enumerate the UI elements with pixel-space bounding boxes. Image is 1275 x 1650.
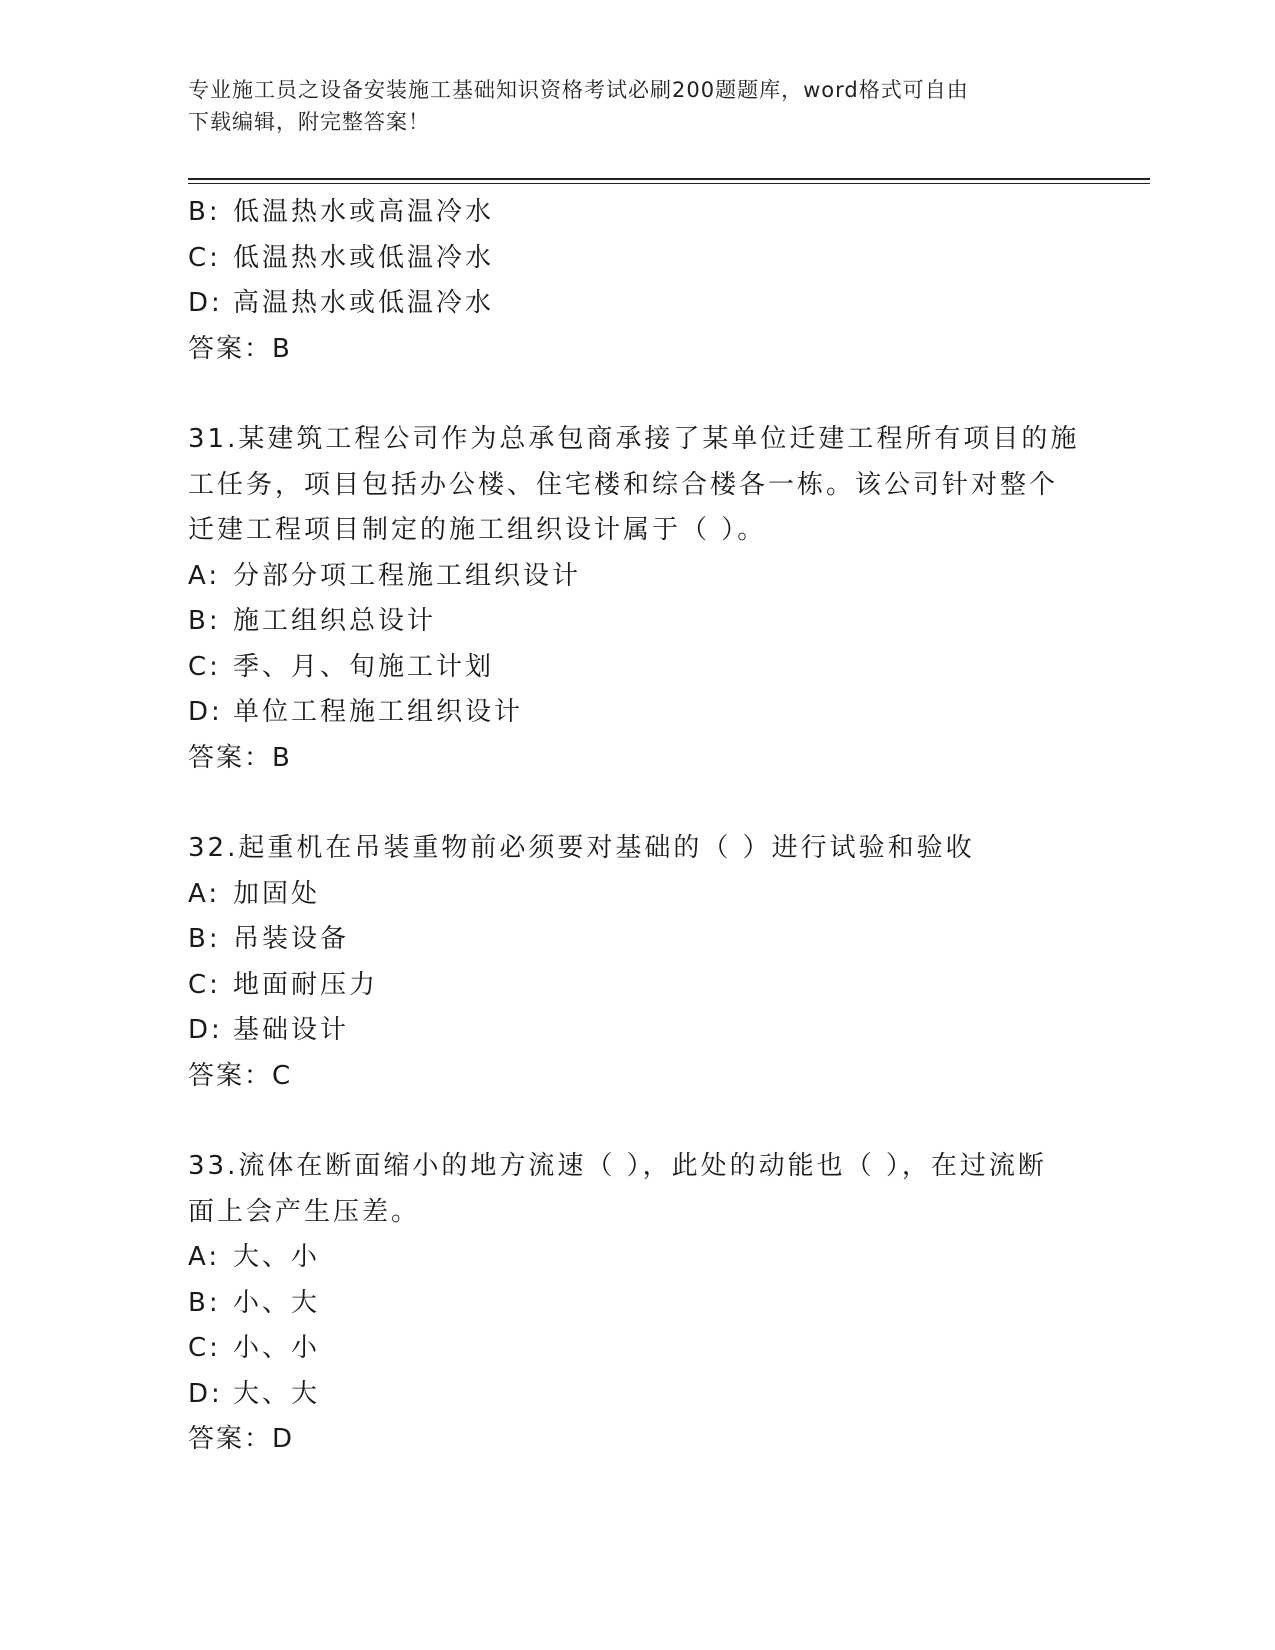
- question-32: [188, 826, 1088, 1099]
- option-text: 大、小: [233, 1242, 321, 1272]
- option-text: 吊装设备: [233, 924, 350, 954]
- option-letter: A:: [188, 1242, 221, 1272]
- option-text: 小、大: [233, 1287, 321, 1318]
- option-c: [188, 963, 1088, 1009]
- option-b: [188, 190, 1088, 236]
- option-text: 高温热水或低温冷水: [233, 288, 495, 318]
- option-letter: B:: [188, 924, 221, 954]
- question-text-line: 31.某建筑工程公司作为总承包商承接了某单位迁建工程所有项目的施: [188, 424, 1080, 454]
- option-text: 施工组织总设计: [233, 606, 437, 636]
- option-letter: B:: [188, 197, 221, 227]
- option-c: [188, 645, 1088, 691]
- question-33: [188, 1144, 1088, 1463]
- header-divider-thin: [188, 183, 1150, 184]
- option-b: [188, 599, 1088, 645]
- question-31: [188, 417, 1088, 781]
- option-letter: A:: [188, 878, 221, 909]
- option-letter: D:: [188, 1015, 223, 1045]
- option-letter: D:: [188, 1378, 223, 1409]
- option-letter: B:: [188, 1287, 221, 1318]
- option-c: [188, 1326, 1088, 1372]
- header-divider-thick: [188, 178, 1150, 180]
- option-letter: D:: [188, 288, 223, 318]
- question-text-line: 33.流体在断面缩小的地方流速（ ），此处的动能也（ ），在过流断: [188, 1151, 1047, 1181]
- spacer: [188, 1099, 1088, 1144]
- option-a: [188, 554, 1088, 600]
- option-d: [188, 1008, 1088, 1054]
- option-text: 季、月、旬施工计划: [233, 651, 495, 682]
- option-letter: D:: [188, 697, 223, 727]
- question-text-line: 迁建工程项目制定的施工组织设计属于（ ）。: [188, 515, 767, 545]
- question-30-continued: [188, 190, 1088, 372]
- option-a: [188, 872, 1088, 918]
- spacer: [188, 372, 1088, 417]
- question-text-line: 面上会产生压差。: [188, 1196, 421, 1227]
- spacer: [188, 781, 1088, 826]
- answer-line: 答案：C: [188, 1060, 293, 1091]
- header-line-1: 专业施工员之设备安装施工基础知识资格考试必刷200题题库，word格式可自由: [188, 78, 969, 102]
- option-letter: A:: [188, 560, 221, 591]
- answer-line: 答案：D: [188, 1424, 295, 1454]
- option-text: 基础设计: [233, 1015, 350, 1045]
- question-text-line: 工任务，项目包括办公楼、住宅楼和综合楼各一栋。该公司针对整个: [188, 469, 1059, 500]
- answer-line: 答案：B: [188, 333, 292, 364]
- option-text: 低温热水或高温冷水: [233, 197, 495, 227]
- document-header: [188, 74, 1088, 138]
- option-text: 地面耐压力: [233, 969, 379, 1000]
- option-text: 分部分项工程施工组织设计: [233, 560, 582, 591]
- header-line-2: 下载编辑，附完整答案！: [188, 110, 430, 134]
- option-letter: C:: [188, 969, 221, 1000]
- option-letter: B:: [188, 606, 221, 636]
- option-text: 低温热水或低温冷水: [233, 242, 495, 273]
- option-letter: C:: [188, 242, 221, 273]
- option-letter: C:: [188, 651, 221, 682]
- question-text-line: 32.起重机在吊装重物前必须要对基础的（ ）进行试验和验收: [188, 833, 975, 863]
- answer-line: 答案：B: [188, 742, 292, 773]
- option-letter: C:: [188, 1333, 221, 1363]
- option-d: [188, 281, 1088, 327]
- option-text: 小、小: [233, 1333, 321, 1363]
- option-b: [188, 917, 1088, 963]
- option-text: 加固处: [233, 878, 321, 909]
- option-text: 单位工程施工组织设计: [233, 697, 524, 727]
- option-d: [188, 1372, 1088, 1418]
- option-a: [188, 1235, 1088, 1281]
- option-d: [188, 690, 1088, 736]
- option-text: 大、大: [233, 1378, 321, 1409]
- option-c: [188, 236, 1088, 282]
- option-b: [188, 1281, 1088, 1327]
- question-list: [188, 190, 1088, 1463]
